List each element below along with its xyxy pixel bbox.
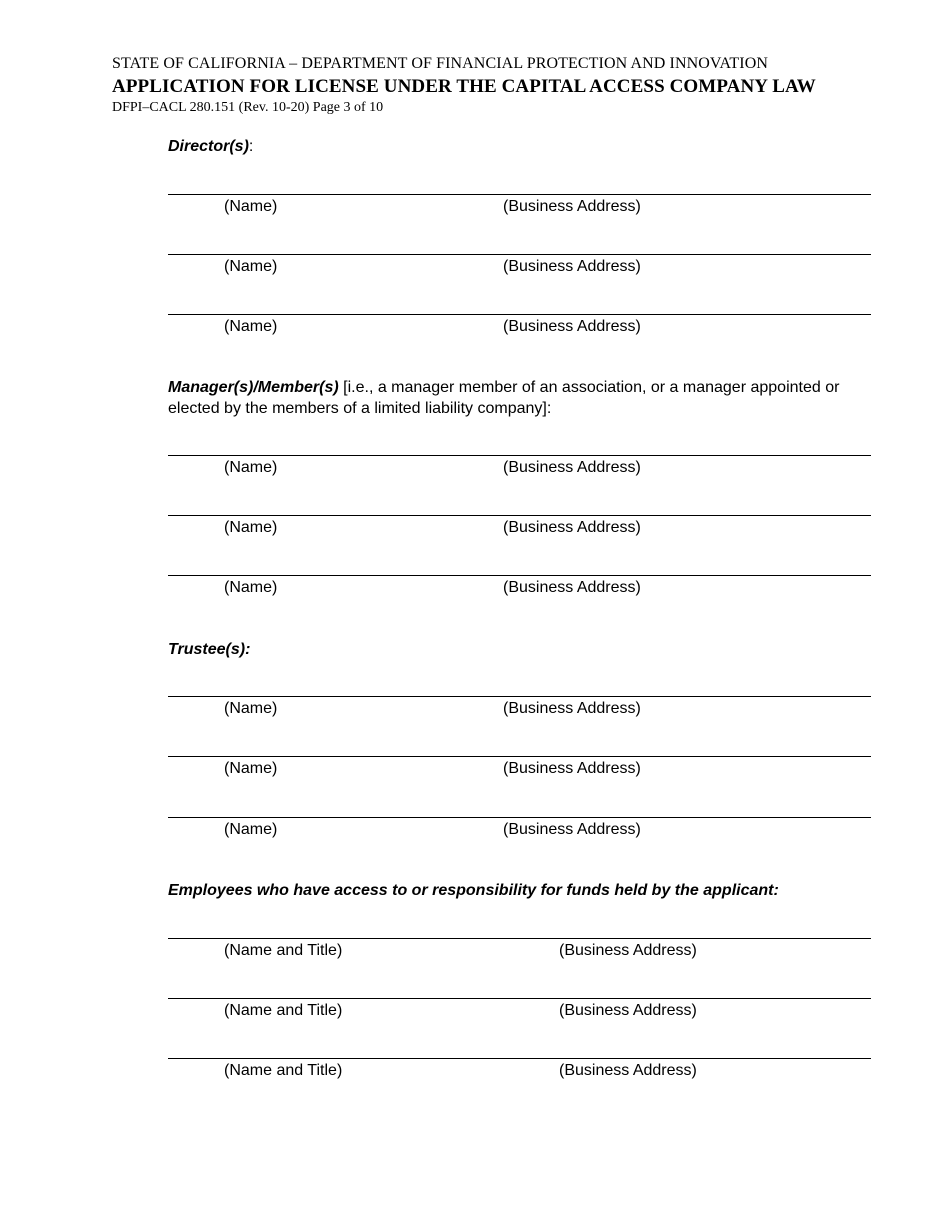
trustee-1-address-label: (Business Address) <box>503 700 641 717</box>
manager-2-name-label: (Name) <box>224 519 278 536</box>
employees-heading: Employees who have access to or responsibility for funds held by the applicant: <box>168 882 779 899</box>
manager-1-line[interactable] <box>168 455 871 456</box>
manager-1-address-label: (Business Address) <box>503 459 641 476</box>
trustee-3-line[interactable] <box>168 817 871 818</box>
employee-2-name-title-label: (Name and Title) <box>224 1002 343 1019</box>
manager-1-name-label: (Name) <box>224 459 278 476</box>
manager-3-line[interactable] <box>168 575 871 576</box>
employee-1-name-title-label: (Name and Title) <box>224 942 343 959</box>
trustee-2-address-label: (Business Address) <box>503 760 641 777</box>
agency-header: STATE OF CALIFORNIA – DEPARTMENT OF FINANCIAL PROTECTION AND INNOVATION <box>112 55 769 72</box>
director-1-address-label: (Business Address) <box>503 198 641 215</box>
trustee-2-name-label: (Name) <box>224 760 278 777</box>
employee-3-address-label: (Business Address) <box>559 1062 697 1079</box>
form-title: APPLICATION FOR LICENSE UNDER THE CAPITAL ACCESS COMPANY LAW <box>112 76 816 97</box>
trustee-3-name-label: (Name) <box>224 821 278 838</box>
form-id: DFPI–CACL 280.151 (Rev. 10-20) Page 3 of 10 <box>112 100 384 115</box>
trustee-3-address-label: (Business Address) <box>503 821 641 838</box>
director-3-address-label: (Business Address) <box>503 318 641 335</box>
employee-3-line[interactable] <box>168 1058 871 1059</box>
trustees-heading: Trustee(s): <box>168 641 251 658</box>
employee-1-line[interactable] <box>168 938 871 939</box>
director-1-name-label: (Name) <box>224 198 278 215</box>
employee-2-line[interactable] <box>168 998 871 999</box>
manager-3-address-label: (Business Address) <box>503 579 641 596</box>
employee-2-address-label: (Business Address) <box>559 1002 697 1019</box>
manager-2-address-label: (Business Address) <box>503 519 641 536</box>
trustee-1-line[interactable] <box>168 696 871 697</box>
director-1-line[interactable] <box>168 194 871 195</box>
employee-1-address-label: (Business Address) <box>559 942 697 959</box>
director-2-address-label: (Business Address) <box>503 258 641 275</box>
trustee-2-line[interactable] <box>168 756 871 757</box>
manager-3-name-label: (Name) <box>224 579 278 596</box>
trustee-1-name-label: (Name) <box>224 700 278 717</box>
manager-2-line[interactable] <box>168 515 871 516</box>
director-3-name-label: (Name) <box>224 318 278 335</box>
director-3-line[interactable] <box>168 314 871 315</box>
employee-3-name-title-label: (Name and Title) <box>224 1062 343 1079</box>
directors-heading: Director(s): <box>168 138 254 155</box>
director-2-line[interactable] <box>168 254 871 255</box>
director-2-name-label: (Name) <box>224 258 278 275</box>
managers-heading: Manager(s)/Member(s) [i.e., a manager member of an association, or a manager appointed or elected by the members of a limited liability company]: <box>168 379 840 417</box>
